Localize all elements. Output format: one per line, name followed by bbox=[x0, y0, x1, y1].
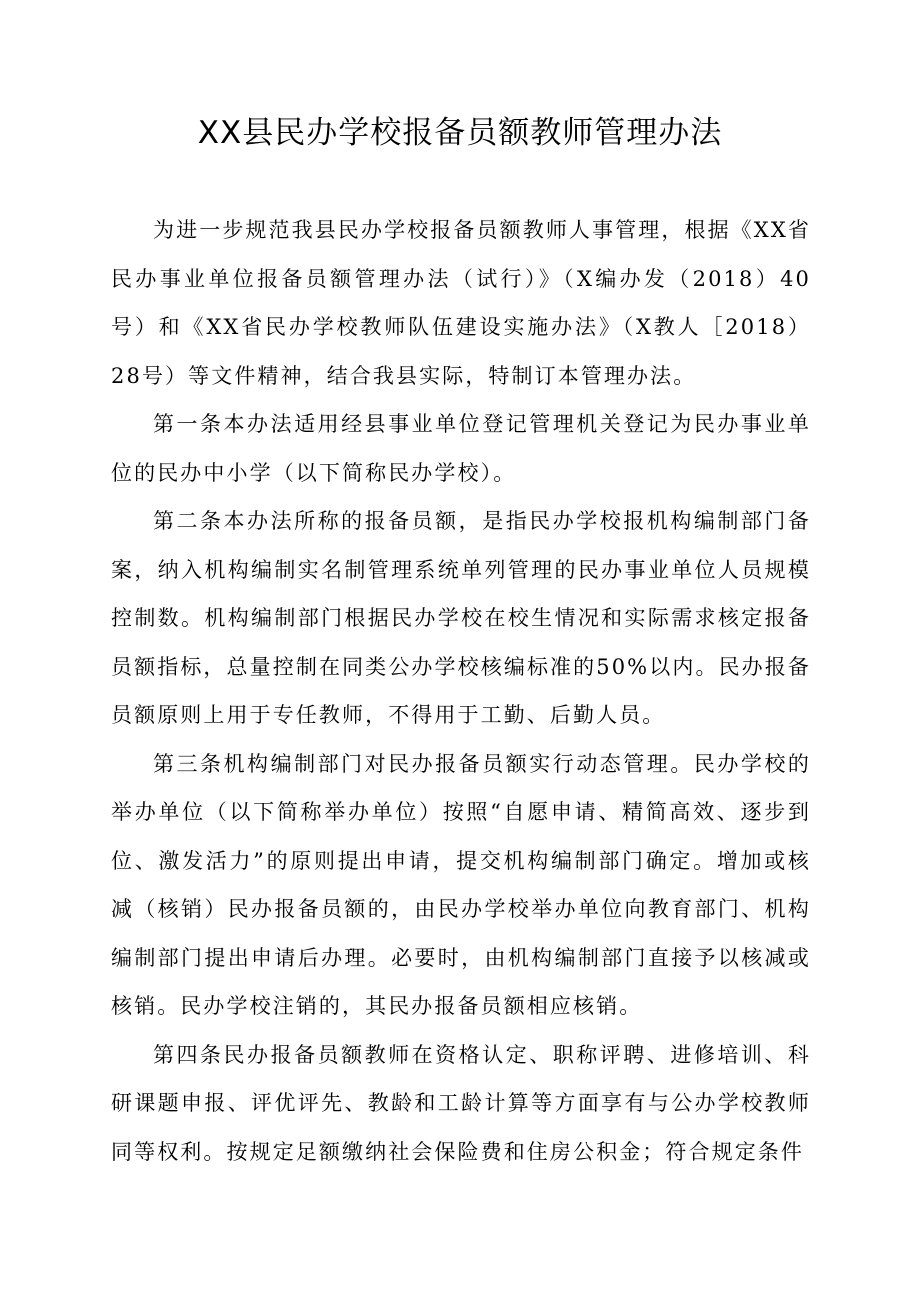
document-title: XX县民办学校报备员额教师管理办法 bbox=[197, 115, 723, 151]
document-body bbox=[111, 206, 811, 1176]
paragraph-article-3: 第三条机构编制部门对民办报备员额实行动态管理。民办学校的举办单位（以下简称举办单位）按照“自愿申请、精简高效、逐步到位、激发活力”的原则提出申请，提交机构编制部门确定。增加或核减（核销）民办报备员额的，由民办学校举办单位向教育部门、机构编制部门提出申请后办理。必要时，由机构编制部门直接予以核减或核销。民办学校注销的，其民办报备员额相应核销。 bbox=[111, 751, 811, 1018]
paragraph-article-2: 第二条本办法所称的报备员额，是指民办学校报机构编制部门备案，纳入机构编制实名制管理系统单列管理的民办事业单位人员规模控制数。机构编制部门根据民办学校在校生情况和实际需求核定报备员额指标，总量控制在同类公办学校核编标准的50%以内。民办报备员额原则上用于专任教师，不得用于工勤、后勤人员。 bbox=[111, 509, 811, 727]
paragraph-article-4: 第四条民办报备员额教师在资格认定、职称评聘、进修培训、科研课题申报、评优评先、教龄和工龄计算等方面享有与公办学校教师同等权利。按规定足额缴纳社会保险费和住房公积金；符合规定条件 bbox=[111, 1042, 811, 1164]
paragraph-preamble: 为进一步规范我县民办学校报备员额教师人事管理，根据《XX省民办事业单位报备员额管理办法（试行）》（X编办发（2018）40号）和《XX省民办学校教师队伍建设实施办法》（X教人［2018）28号）等文件精神，结合我县实际，特制订本管理办法。 bbox=[111, 218, 811, 388]
paragraph-article-1: 第一条本办法适用经县事业单位登记管理机关登记为民办事业单位的民办中小学（以下简称民办学校）。 bbox=[111, 412, 811, 485]
